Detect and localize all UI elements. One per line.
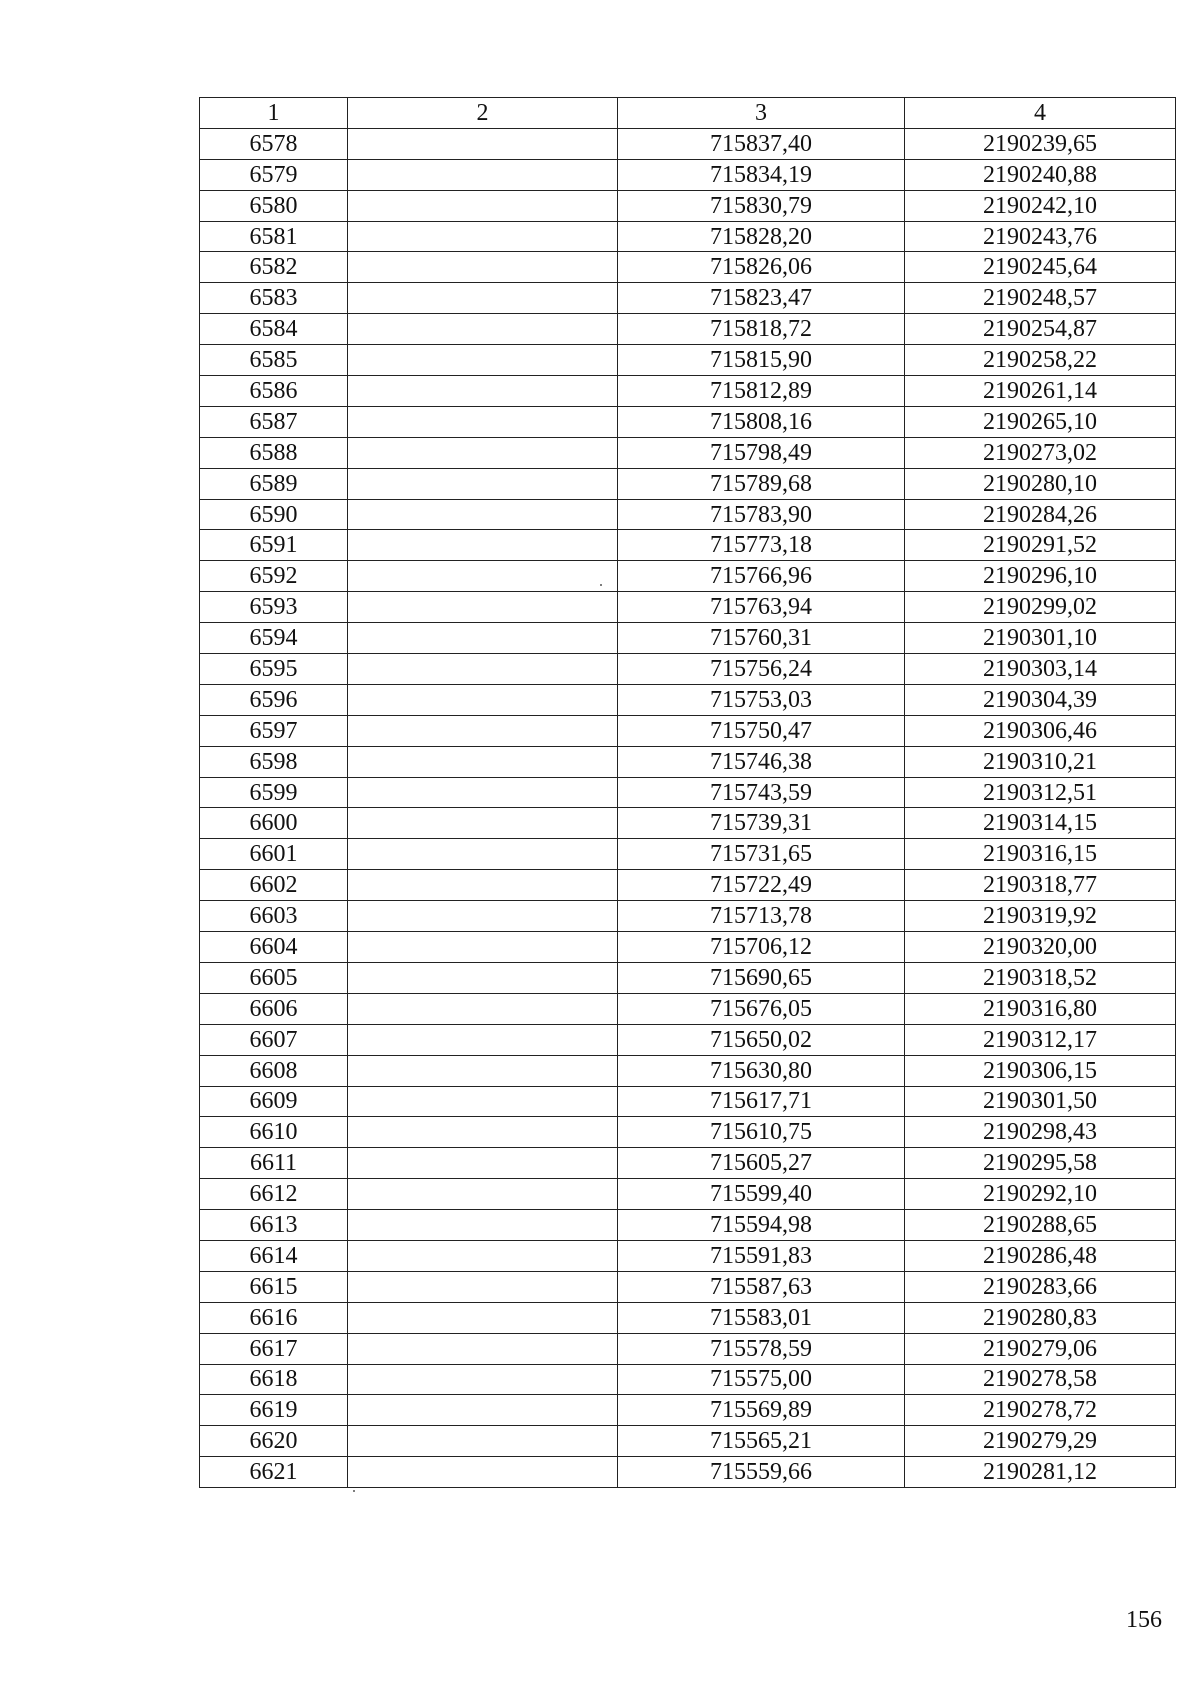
description-cell xyxy=(348,808,618,839)
point-number-cell: 6583 xyxy=(200,283,348,314)
description-cell xyxy=(348,901,618,932)
x-coordinate-cell: 715722,49 xyxy=(618,870,905,901)
description-cell xyxy=(348,1302,618,1333)
description-cell xyxy=(348,345,618,376)
x-coordinate-cell: 715676,05 xyxy=(618,993,905,1024)
x-coordinate-cell: 715760,31 xyxy=(618,623,905,654)
x-coordinate-cell: 715773,18 xyxy=(618,530,905,561)
y-coordinate-cell: 2190318,77 xyxy=(905,870,1176,901)
description-cell xyxy=(348,1364,618,1395)
table-row xyxy=(200,962,1176,993)
description-cell xyxy=(348,1055,618,1086)
table-row xyxy=(200,993,1176,1024)
description-cell xyxy=(348,1179,618,1210)
point-number-cell: 6589 xyxy=(200,468,348,499)
x-coordinate-cell: 715731,65 xyxy=(618,839,905,870)
description-cell xyxy=(348,1024,618,1055)
description-cell xyxy=(348,870,618,901)
point-number-cell: 6617 xyxy=(200,1333,348,1364)
x-coordinate-cell: 715828,20 xyxy=(618,221,905,252)
x-coordinate-cell: 715599,40 xyxy=(618,1179,905,1210)
point-number-cell: 6598 xyxy=(200,746,348,777)
table-row xyxy=(200,1148,1176,1179)
point-number-cell: 6595 xyxy=(200,654,348,685)
y-coordinate-cell: 2190279,06 xyxy=(905,1333,1176,1364)
description-cell xyxy=(348,1457,618,1488)
point-number-cell: 6584 xyxy=(200,314,348,345)
point-number-cell: 6614 xyxy=(200,1240,348,1271)
point-number-cell: 6579 xyxy=(200,159,348,190)
table-row xyxy=(200,376,1176,407)
table-row xyxy=(200,1086,1176,1117)
point-number-cell: 6616 xyxy=(200,1302,348,1333)
point-number-cell: 6619 xyxy=(200,1395,348,1426)
table-row xyxy=(200,406,1176,437)
table-row xyxy=(200,1117,1176,1148)
table-row xyxy=(200,901,1176,932)
point-number-cell: 6601 xyxy=(200,839,348,870)
y-coordinate-cell: 2190320,00 xyxy=(905,932,1176,963)
description-cell xyxy=(348,1210,618,1241)
coordinates-table xyxy=(199,97,1176,1488)
x-coordinate-cell: 715834,19 xyxy=(618,159,905,190)
description-cell xyxy=(348,190,618,221)
point-number-cell: 6594 xyxy=(200,623,348,654)
point-number-cell: 6582 xyxy=(200,252,348,283)
x-coordinate-cell: 715766,96 xyxy=(618,561,905,592)
description-cell xyxy=(348,654,618,685)
point-number-cell: 6608 xyxy=(200,1055,348,1086)
scan-speck xyxy=(600,584,602,586)
description-cell xyxy=(348,1395,618,1426)
table-row xyxy=(200,561,1176,592)
column-header-4: 4 xyxy=(905,98,1176,129)
point-number-cell: 6588 xyxy=(200,437,348,468)
y-coordinate-cell: 2190245,64 xyxy=(905,252,1176,283)
table-row xyxy=(200,252,1176,283)
point-number-cell: 6613 xyxy=(200,1210,348,1241)
table-row xyxy=(200,1055,1176,1086)
table-row xyxy=(200,870,1176,901)
x-coordinate-cell: 715587,63 xyxy=(618,1271,905,1302)
x-coordinate-cell: 715690,65 xyxy=(618,962,905,993)
y-coordinate-cell: 2190248,57 xyxy=(905,283,1176,314)
description-cell xyxy=(348,839,618,870)
y-coordinate-cell: 2190284,26 xyxy=(905,499,1176,530)
point-number-cell: 6599 xyxy=(200,777,348,808)
point-number-cell: 6600 xyxy=(200,808,348,839)
x-coordinate-cell: 715610,75 xyxy=(618,1117,905,1148)
table-row xyxy=(200,283,1176,314)
x-coordinate-cell: 715569,89 xyxy=(618,1395,905,1426)
point-number-cell: 6607 xyxy=(200,1024,348,1055)
table-row xyxy=(200,654,1176,685)
table-row xyxy=(200,1333,1176,1364)
y-coordinate-cell: 2190283,66 xyxy=(905,1271,1176,1302)
x-coordinate-cell: 715559,66 xyxy=(618,1457,905,1488)
table-row xyxy=(200,777,1176,808)
x-coordinate-cell: 715617,71 xyxy=(618,1086,905,1117)
table-row xyxy=(200,128,1176,159)
description-cell xyxy=(348,1426,618,1457)
x-coordinate-cell: 715808,16 xyxy=(618,406,905,437)
y-coordinate-cell: 2190299,02 xyxy=(905,592,1176,623)
x-coordinate-cell: 715837,40 xyxy=(618,128,905,159)
point-number-cell: 6603 xyxy=(200,901,348,932)
description-cell xyxy=(348,314,618,345)
x-coordinate-cell: 715565,21 xyxy=(618,1426,905,1457)
table-row xyxy=(200,1364,1176,1395)
table-row xyxy=(200,159,1176,190)
scan-speck xyxy=(353,1490,355,1492)
y-coordinate-cell: 2190265,10 xyxy=(905,406,1176,437)
y-coordinate-cell: 2190280,10 xyxy=(905,468,1176,499)
table-row xyxy=(200,715,1176,746)
description-cell xyxy=(348,715,618,746)
x-coordinate-cell: 715823,47 xyxy=(618,283,905,314)
point-number-cell: 6585 xyxy=(200,345,348,376)
y-coordinate-cell: 2190240,88 xyxy=(905,159,1176,190)
header-row xyxy=(200,98,1176,129)
x-coordinate-cell: 715830,79 xyxy=(618,190,905,221)
y-coordinate-cell: 2190318,52 xyxy=(905,962,1176,993)
x-coordinate-cell: 715583,01 xyxy=(618,1302,905,1333)
column-header-2: 2 xyxy=(348,98,618,129)
x-coordinate-cell: 715591,83 xyxy=(618,1240,905,1271)
description-cell xyxy=(348,684,618,715)
description-cell xyxy=(348,376,618,407)
table-row xyxy=(200,808,1176,839)
y-coordinate-cell: 2190316,80 xyxy=(905,993,1176,1024)
description-cell xyxy=(348,252,618,283)
description-cell xyxy=(348,592,618,623)
point-number-cell: 6578 xyxy=(200,128,348,159)
y-coordinate-cell: 2190314,15 xyxy=(905,808,1176,839)
table-row xyxy=(200,1457,1176,1488)
point-number-cell: 6581 xyxy=(200,221,348,252)
x-coordinate-cell: 715650,02 xyxy=(618,1024,905,1055)
point-number-cell: 6610 xyxy=(200,1117,348,1148)
description-cell xyxy=(348,530,618,561)
y-coordinate-cell: 2190310,21 xyxy=(905,746,1176,777)
x-coordinate-cell: 715789,68 xyxy=(618,468,905,499)
x-coordinate-cell: 715746,38 xyxy=(618,746,905,777)
x-coordinate-cell: 715739,31 xyxy=(618,808,905,839)
table-row xyxy=(200,684,1176,715)
x-coordinate-cell: 715826,06 xyxy=(618,252,905,283)
description-cell xyxy=(348,406,618,437)
description-cell xyxy=(348,1240,618,1271)
x-coordinate-cell: 715753,03 xyxy=(618,684,905,715)
description-cell xyxy=(348,1086,618,1117)
description-cell xyxy=(348,1148,618,1179)
description-cell xyxy=(348,283,618,314)
point-number-cell: 6593 xyxy=(200,592,348,623)
description-cell xyxy=(348,962,618,993)
y-coordinate-cell: 2190281,12 xyxy=(905,1457,1176,1488)
x-coordinate-cell: 715578,59 xyxy=(618,1333,905,1364)
table-row xyxy=(200,221,1176,252)
x-coordinate-cell: 715756,24 xyxy=(618,654,905,685)
point-number-cell: 6586 xyxy=(200,376,348,407)
point-number-cell: 6611 xyxy=(200,1148,348,1179)
point-number-cell: 6602 xyxy=(200,870,348,901)
table-row xyxy=(200,592,1176,623)
point-number-cell: 6621 xyxy=(200,1457,348,1488)
description-cell xyxy=(348,221,618,252)
description-cell xyxy=(348,1333,618,1364)
x-coordinate-cell: 715763,94 xyxy=(618,592,905,623)
y-coordinate-cell: 2190279,29 xyxy=(905,1426,1176,1457)
table-row xyxy=(200,345,1176,376)
y-coordinate-cell: 2190278,72 xyxy=(905,1395,1176,1426)
description-cell xyxy=(348,499,618,530)
description-cell xyxy=(348,437,618,468)
point-number-cell: 6596 xyxy=(200,684,348,715)
y-coordinate-cell: 2190280,83 xyxy=(905,1302,1176,1333)
table-row xyxy=(200,1210,1176,1241)
y-coordinate-cell: 2190261,14 xyxy=(905,376,1176,407)
point-number-cell: 6620 xyxy=(200,1426,348,1457)
point-number-cell: 6609 xyxy=(200,1086,348,1117)
page-number: 156 xyxy=(1126,1607,1162,1633)
table-row xyxy=(200,314,1176,345)
table-row xyxy=(200,437,1176,468)
table-row xyxy=(200,530,1176,561)
table-row xyxy=(200,839,1176,870)
table-row xyxy=(200,623,1176,654)
point-number-cell: 6590 xyxy=(200,499,348,530)
y-coordinate-cell: 2190243,76 xyxy=(905,221,1176,252)
y-coordinate-cell: 2190298,43 xyxy=(905,1117,1176,1148)
y-coordinate-cell: 2190312,51 xyxy=(905,777,1176,808)
table-row xyxy=(200,746,1176,777)
x-coordinate-cell: 715575,00 xyxy=(618,1364,905,1395)
description-cell xyxy=(348,746,618,777)
y-coordinate-cell: 2190273,02 xyxy=(905,437,1176,468)
y-coordinate-cell: 2190286,48 xyxy=(905,1240,1176,1271)
y-coordinate-cell: 2190292,10 xyxy=(905,1179,1176,1210)
x-coordinate-cell: 715815,90 xyxy=(618,345,905,376)
y-coordinate-cell: 2190312,17 xyxy=(905,1024,1176,1055)
y-coordinate-cell: 2190301,10 xyxy=(905,623,1176,654)
y-coordinate-cell: 2190278,58 xyxy=(905,1364,1176,1395)
point-number-cell: 6606 xyxy=(200,993,348,1024)
description-cell xyxy=(348,993,618,1024)
table-row xyxy=(200,1024,1176,1055)
y-coordinate-cell: 2190242,10 xyxy=(905,190,1176,221)
x-coordinate-cell: 715630,80 xyxy=(618,1055,905,1086)
table-row xyxy=(200,1426,1176,1457)
table-row xyxy=(200,1179,1176,1210)
table-header xyxy=(200,98,1176,129)
description-cell xyxy=(348,932,618,963)
point-number-cell: 6587 xyxy=(200,406,348,437)
y-coordinate-cell: 2190291,52 xyxy=(905,530,1176,561)
table-row xyxy=(200,499,1176,530)
y-coordinate-cell: 2190254,87 xyxy=(905,314,1176,345)
x-coordinate-cell: 715594,98 xyxy=(618,1210,905,1241)
point-number-cell: 6618 xyxy=(200,1364,348,1395)
table-row xyxy=(200,1395,1176,1426)
x-coordinate-cell: 715605,27 xyxy=(618,1148,905,1179)
point-number-cell: 6592 xyxy=(200,561,348,592)
table-row xyxy=(200,932,1176,963)
column-header-1: 1 xyxy=(200,98,348,129)
point-number-cell: 6580 xyxy=(200,190,348,221)
description-cell xyxy=(348,777,618,808)
description-cell xyxy=(348,1117,618,1148)
description-cell xyxy=(348,561,618,592)
point-number-cell: 6591 xyxy=(200,530,348,561)
y-coordinate-cell: 2190301,50 xyxy=(905,1086,1176,1117)
y-coordinate-cell: 2190306,46 xyxy=(905,715,1176,746)
x-coordinate-cell: 715818,72 xyxy=(618,314,905,345)
x-coordinate-cell: 715713,78 xyxy=(618,901,905,932)
y-coordinate-cell: 2190239,65 xyxy=(905,128,1176,159)
y-coordinate-cell: 2190306,15 xyxy=(905,1055,1176,1086)
table-row xyxy=(200,1302,1176,1333)
table-row xyxy=(200,190,1176,221)
x-coordinate-cell: 715783,90 xyxy=(618,499,905,530)
point-number-cell: 6612 xyxy=(200,1179,348,1210)
y-coordinate-cell: 2190288,65 xyxy=(905,1210,1176,1241)
x-coordinate-cell: 715706,12 xyxy=(618,932,905,963)
point-number-cell: 6615 xyxy=(200,1271,348,1302)
y-coordinate-cell: 2190316,15 xyxy=(905,839,1176,870)
y-coordinate-cell: 2190304,39 xyxy=(905,684,1176,715)
x-coordinate-cell: 715798,49 xyxy=(618,437,905,468)
table-row xyxy=(200,1271,1176,1302)
point-number-cell: 6604 xyxy=(200,932,348,963)
point-number-cell: 6605 xyxy=(200,962,348,993)
point-number-cell: 6597 xyxy=(200,715,348,746)
column-header-3: 3 xyxy=(618,98,905,129)
y-coordinate-cell: 2190295,58 xyxy=(905,1148,1176,1179)
description-cell xyxy=(348,1271,618,1302)
y-coordinate-cell: 2190319,92 xyxy=(905,901,1176,932)
y-coordinate-cell: 2190258,22 xyxy=(905,345,1176,376)
table-body xyxy=(200,128,1176,1487)
y-coordinate-cell: 2190296,10 xyxy=(905,561,1176,592)
x-coordinate-cell: 715750,47 xyxy=(618,715,905,746)
table-row xyxy=(200,468,1176,499)
description-cell xyxy=(348,623,618,654)
description-cell xyxy=(348,128,618,159)
x-coordinate-cell: 715743,59 xyxy=(618,777,905,808)
y-coordinate-cell: 2190303,14 xyxy=(905,654,1176,685)
table-row xyxy=(200,1240,1176,1271)
description-cell xyxy=(348,468,618,499)
x-coordinate-cell: 715812,89 xyxy=(618,376,905,407)
description-cell xyxy=(348,159,618,190)
